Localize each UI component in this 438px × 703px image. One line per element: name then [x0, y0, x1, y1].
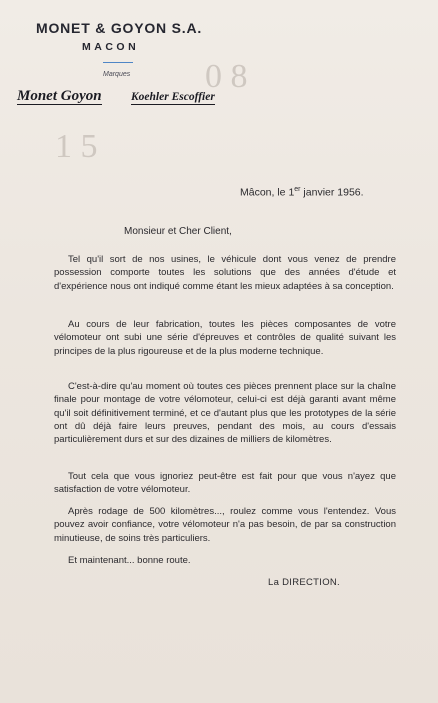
date-rest: janvier 1956. [300, 186, 364, 199]
letter-date [240, 186, 364, 199]
letterhead-divider [103, 62, 133, 63]
date-prefix: Mâcon, le 1 [240, 186, 295, 199]
paragraph-3: C'est-à-dire qu'au moment où toutes ces pièces prennent place sur la chaîne finale pour montage de votre vélomoteur, celui-ci est déjà garanti avant même qu'il soit définitivement terminé, et ce d'autant plus que les prototypes de la série ont dû déjà faire leurs preuves, pendant des mois, au cours d'essais particulièrement durs et sur des dizaines de milliers de kilomètres. [54, 381, 396, 446]
paragraph-1: Tel qu'il sort de nos usines, le véhicule dont vous venez de prendre possession comporte toutes les solutions que des années d'étude et d'expérience nous ont indiqué comme étant les mieux adaptées à sa conception. [54, 254, 396, 292]
salutation: Monsieur et Cher Client, [124, 226, 232, 237]
marques-label: Marques [103, 71, 131, 78]
date-ordinal: er [294, 186, 301, 193]
show-through-numbers: 0 8 [205, 58, 248, 95]
paragraph-2: Au cours de leur fabrication, toutes les pièces composantes de votre vélomoteur ont subi une série d'épreuves et contrôles de qualité suivant les principes de la plus rigoureuse et de la plus moderne technique. [54, 319, 396, 357]
brand-logo-koehler-escoffier: Koehler Escoffier [131, 91, 215, 103]
show-through-numbers: 1 5 [55, 128, 98, 165]
paragraph-4: Tout cela que vous ignoriez peut-être est fait pour que vous n'ayez que satisfaction de votre vélomoteur. [54, 471, 396, 496]
paragraph-6: Et maintenant... bonne route. [68, 555, 191, 566]
company-name: MONET & GOYON S.A. [36, 20, 203, 36]
paragraph-5: Après rodage de 500 kilomètres..., roulez comme vous l'entendez. Vous pouvez avoir confiance, votre vélomoteur n'a pas besoin, de par sa construction minutieuse, de soins très particuliers. [54, 506, 396, 544]
signature: La DIRECTION. [268, 577, 340, 588]
company-city: MACON [82, 41, 140, 53]
brand-logo-monet-goyon: Monet Goyon [17, 88, 102, 104]
